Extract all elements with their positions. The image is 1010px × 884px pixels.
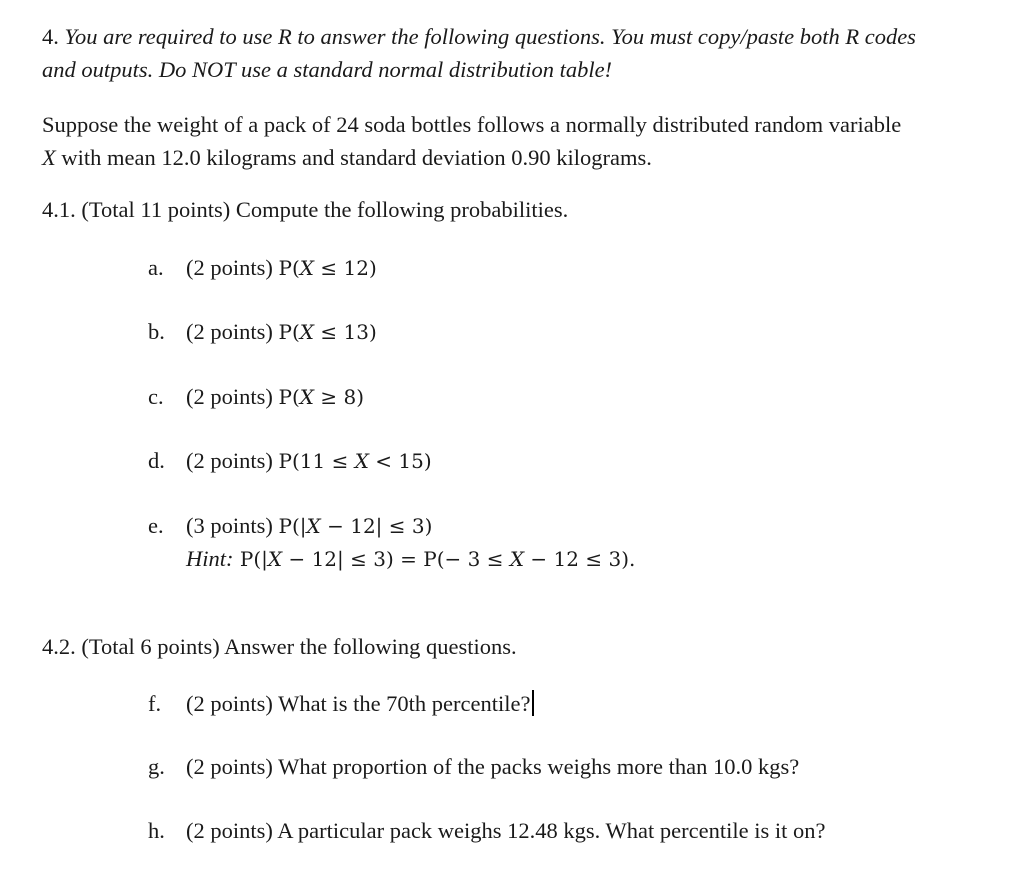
part1-item-b: [148, 319, 377, 345]
part1-item-c: [148, 384, 364, 410]
item-expression: P(X ≤ 12): [278, 256, 377, 280]
item-label: c.: [148, 384, 164, 409]
hint-expression: P(|X − 12| ≤ 3) = P(− 3 ≤ X − 12 ≤ 3).: [233, 547, 636, 571]
instruction-text-1: You are required to use R to answer the following questions. You must copy/paste both R codes: [64, 24, 916, 49]
instruction-line-1: [42, 20, 916, 53]
setup-line-2-text: with mean 12.0 kilograms and standard deviation 0.90 kilograms.: [55, 145, 652, 170]
item-expression: P(X ≥ 8): [278, 385, 365, 409]
hint-line: [186, 546, 635, 572]
part1-heading: 4.1. (Total 11 points) Compute the following probabilities.: [42, 197, 569, 222]
part1-item-d: [148, 448, 432, 474]
item-label: f.: [148, 691, 162, 716]
item-label: d.: [148, 448, 165, 473]
part2-item-g: [148, 754, 799, 780]
setup-variable: X: [42, 145, 56, 170]
part2-item-h: [148, 818, 825, 844]
item-points: (2 points): [186, 448, 279, 473]
item-points: (3 points): [186, 513, 279, 538]
item-label: b.: [148, 319, 165, 344]
setup-line-1: Suppose the weight of a pack of 24 soda bottles follows a normally distributed random variable: [42, 112, 902, 137]
item-points: (2 points): [186, 384, 279, 409]
instruction-line-2: and outputs. Do NOT use a standard normal distribution table!: [42, 57, 613, 82]
item-expression: P(|X − 12| ≤ 3): [278, 514, 433, 538]
problem-setup: [42, 108, 901, 174]
item-label: h.: [148, 818, 165, 843]
item-label: a.: [148, 255, 164, 280]
part2-heading: 4.2. (Total 6 points) Answer the following questions.: [42, 634, 517, 659]
part2-item-f: [148, 690, 534, 717]
setup-line-2: [42, 141, 901, 174]
item-points: (2 points): [186, 255, 279, 280]
question-number: 4.: [42, 24, 59, 49]
part1-item-e: [148, 513, 432, 539]
text-cursor: [532, 690, 534, 716]
question-instruction: [42, 20, 916, 86]
item-text: (2 points) What is the 70th percentile?: [186, 691, 531, 716]
item-points: (2 points): [186, 319, 279, 344]
item-label: e.: [148, 513, 164, 538]
item-expression: P(11 ≤ X < 15): [278, 449, 432, 473]
part1-item-a: [148, 255, 377, 281]
hint-label: Hint:: [186, 546, 234, 571]
item-label: g.: [148, 754, 165, 779]
item-expression: P(X ≤ 13): [278, 320, 377, 344]
item-text: (2 points) What proportion of the packs weighs more than 10.0 kgs?: [186, 754, 800, 779]
item-text: (2 points) A particular pack weighs 12.48 kgs. What percentile is it on?: [186, 818, 826, 843]
